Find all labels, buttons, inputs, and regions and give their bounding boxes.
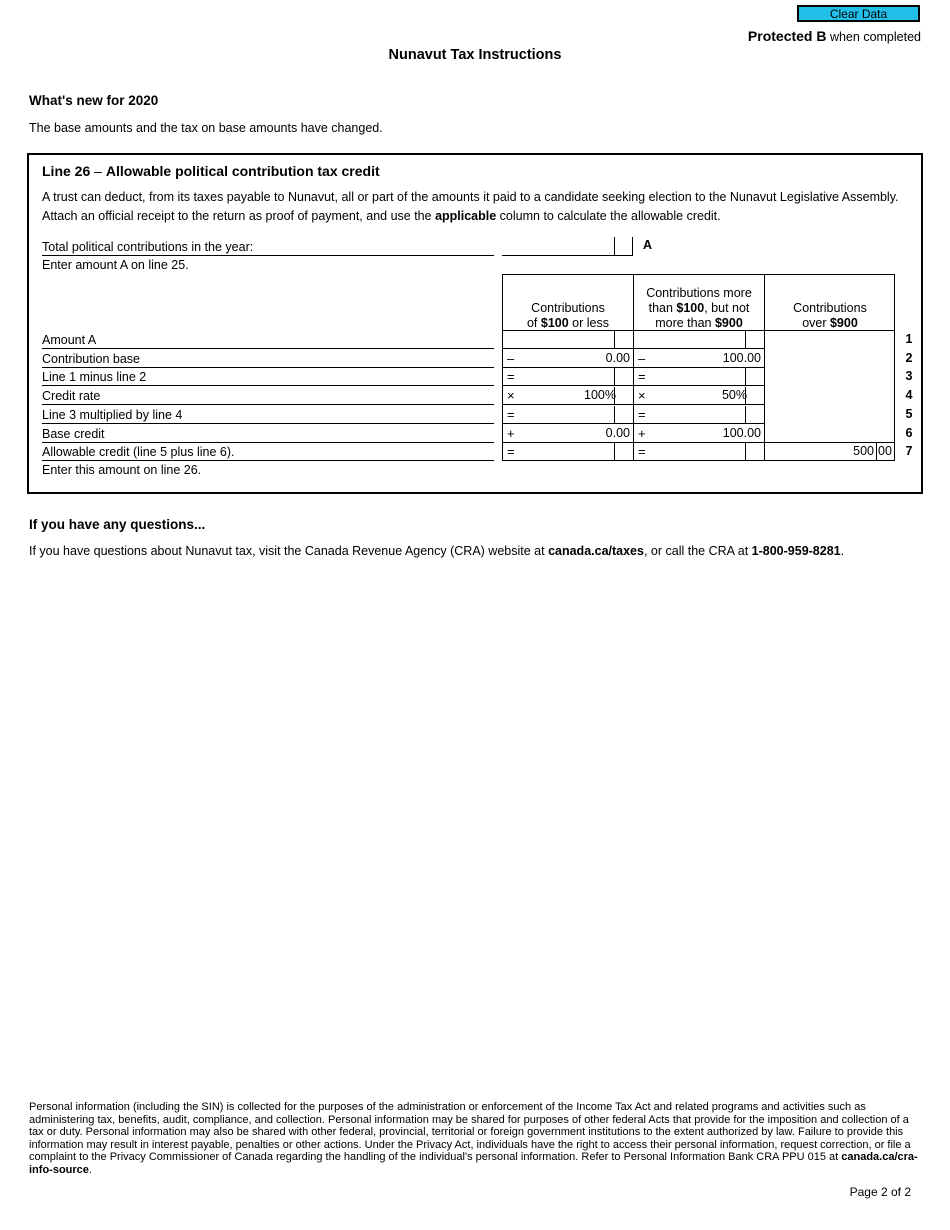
- line7-col3-dollars: 500: [853, 444, 874, 458]
- amount-a-marker: A: [643, 238, 653, 252]
- line6-col2-operator: +: [638, 425, 646, 441]
- line5-col1-operator: =: [507, 406, 515, 422]
- line7-col2-operator: =: [638, 444, 646, 460]
- line4-col1-operator: ×: [507, 388, 515, 404]
- amount-a-right-edge: [632, 237, 633, 256]
- credit-box-para1: A trust can deduct, from its taxes payable to Nunavut, all or part of the amounts it paid to a candidate seeking election to the Nunavut Legislative Assembly.: [42, 190, 899, 204]
- row-number-7: 7: [905, 444, 913, 459]
- credit-box-para2: Attach an official receipt to the return as proof of payment, and use the applicable column to calculate the allowable credit.: [42, 209, 721, 223]
- credit-box-title: Line 26 – Allowable political contribution tax credit: [42, 163, 380, 179]
- whats-new-text: The base amounts and the tax on base amounts have changed.: [29, 121, 383, 135]
- cra-phone-number: 1-800-959-8281: [751, 544, 841, 558]
- line7-col3-cents: 00: [878, 444, 892, 458]
- line2-col2-operator: –: [638, 350, 646, 366]
- page-number: Page 2 of 2: [849, 1185, 911, 1199]
- col-header-100-or-less: Contributions of $100 or less: [526, 301, 609, 330]
- questions-text: If you have questions about Nunavut tax, visit the Canada Revenue Agency (CRA) website at canada.ca/taxes, or call the CRA at 1-800-959-8281.: [29, 544, 845, 558]
- line4-col2-value: 50%: [721, 388, 747, 403]
- line4-col2-operator: ×: [638, 388, 646, 404]
- line2-col2-value: 100.00: [722, 350, 761, 365]
- line2-col1-value: 0.00: [605, 350, 630, 365]
- cra-info-source-link[interactable]: canada.ca/cra-info-source: [29, 1151, 918, 1176]
- line6-col2-value: 100.00: [722, 425, 761, 440]
- questions-heading: If you have any questions...: [29, 517, 206, 532]
- line3-col2-operator: =: [638, 369, 646, 385]
- line7-col1-cents-divider: [614, 443, 615, 461]
- line1-col2-cents-divider: [745, 331, 746, 349]
- row-label-line-1: Amount A: [42, 331, 494, 349]
- line7-col2-cents-divider: [745, 443, 746, 461]
- whats-new-heading: What's new for 2020: [29, 93, 159, 108]
- line5-col2-operator: =: [638, 406, 646, 422]
- row-label-line-5: Line 3 multiplied by line 4: [42, 406, 494, 424]
- line5-col2-cents-divider: [745, 406, 746, 424]
- protected-b-notice: Protected B when completed: [747, 28, 921, 44]
- clear-data-button[interactable]: Clear Data: [797, 5, 920, 22]
- cra-website-link[interactable]: canada.ca/taxes: [548, 544, 644, 558]
- col-header-over-900: Contributions over $900: [793, 301, 867, 330]
- line1-col1-cents-divider: [614, 331, 615, 349]
- row-number-1: 1: [905, 332, 913, 346]
- line5-col1-cents-divider: [614, 406, 615, 424]
- line7-col1-operator: =: [507, 444, 515, 460]
- row-number-3: 3: [905, 369, 913, 384]
- row-number-5: 5: [905, 406, 913, 421]
- amount-a-input[interactable]: [502, 237, 632, 256]
- privacy-notice: Personal information (including the SIN) is collected for the purposes of the administration or enforcement of the Income Tax Act and related programs and activities such as administering tax, benefits, audit, compliance, and collection. Personal information may be shared for purposes of other federal Acts that provide for the imposition and collection of a tax or duty. Personal information may also be shared with other federal, provincial, territorial or foreign government institutions to the extent authorized by law. Failure to provide this information may result in interest payable, penalties or other actions. Under the Privacy Act, individuals have the right to access their personal information, request correction, or file a complaint to the Privacy Commissioner of Canada regarding the handling of the individual's personal information. Refer to Personal Information Bank CRA PPU 015 at canada.ca/cra-info-source.: [29, 1101, 918, 1176]
- row-number-4: 4: [905, 388, 913, 403]
- total-contributions-label: Total political contributions in the year:: [42, 238, 494, 256]
- amount-a-cents-divider: [614, 237, 615, 256]
- row-label-line-6: Base credit: [42, 425, 494, 443]
- line3-col1-operator: =: [507, 369, 515, 385]
- line2-col1-operator: –: [507, 350, 515, 366]
- row-number-2: 2: [905, 350, 913, 365]
- line4-col1-value: 100%: [584, 388, 616, 403]
- line6-col1-value: 0.00: [605, 425, 630, 440]
- line6-col1-operator: +: [507, 425, 515, 441]
- col-header-100-to-900: Contributions more than $100, but not more than $900: [646, 286, 752, 330]
- line3-col2-cents-divider: [745, 368, 746, 386]
- row-label-line-3: Line 1 minus line 2: [42, 368, 494, 386]
- enter-line-26-note: Enter this amount on line 26.: [42, 463, 202, 477]
- row-label-line-4: Credit rate: [42, 387, 494, 405]
- enter-amount-a-note: Enter amount A on line 25.: [42, 258, 189, 272]
- line3-col1-cents-divider: [614, 368, 615, 386]
- line7-col3-cents-divider: [876, 443, 877, 461]
- page-title: Nunavut Tax Instructions: [388, 47, 562, 63]
- row-label-line-7: Allowable credit (line 5 plus line 6).: [42, 443, 494, 461]
- row-label-line-2: Contribution base: [42, 350, 494, 368]
- row-number-6: 6: [905, 425, 913, 440]
